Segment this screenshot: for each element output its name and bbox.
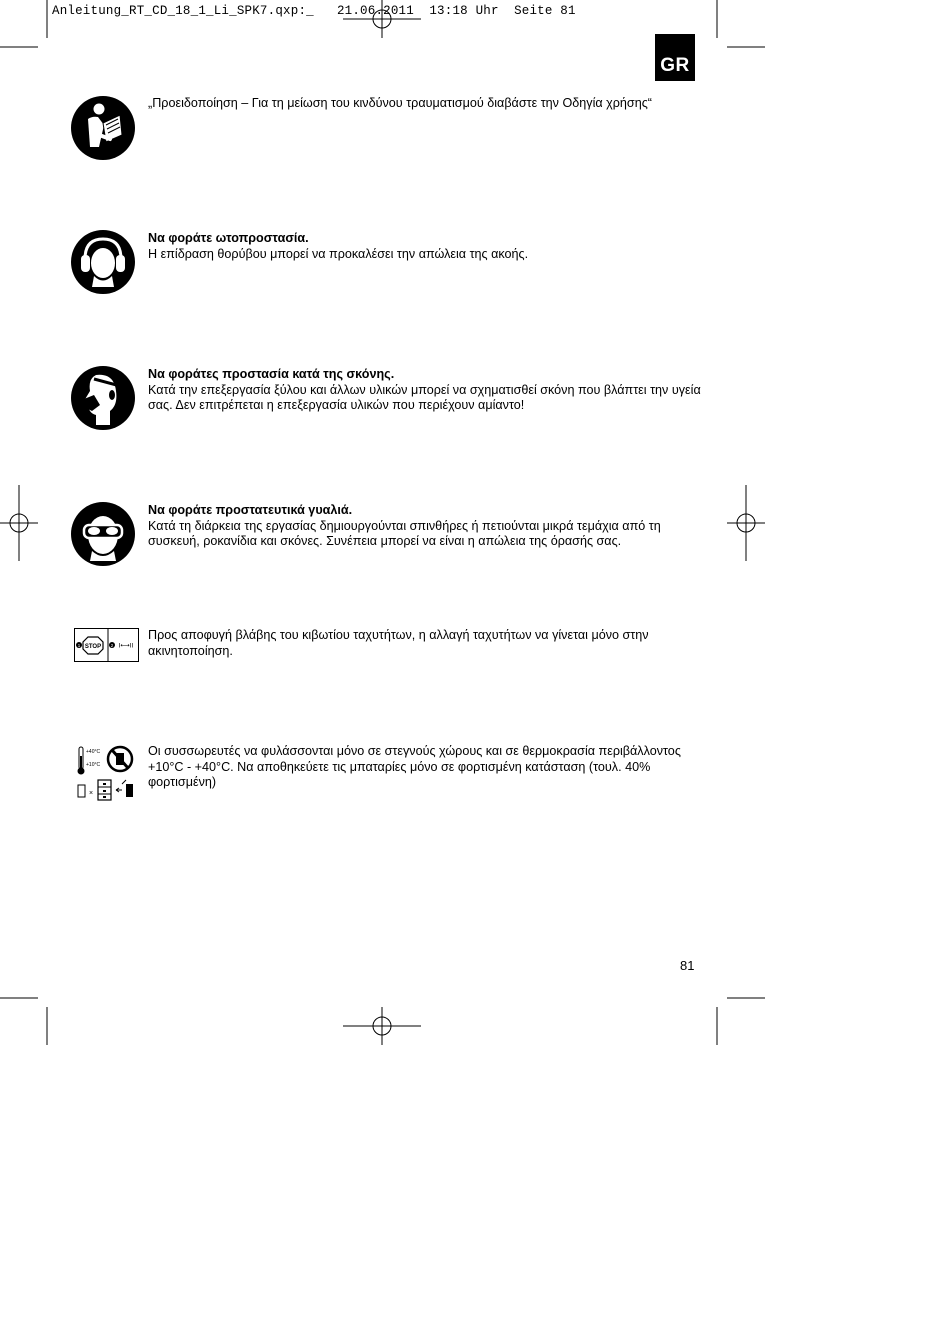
item-title: Να φοράτε ωτοπροστασία. bbox=[148, 231, 309, 245]
item-text bbox=[148, 231, 708, 262]
dust-mask-icon bbox=[70, 365, 136, 431]
page-number: 81 bbox=[680, 958, 695, 973]
temp-high-label: +40°C bbox=[86, 749, 101, 755]
item-title: Να φοράτες προστασία κατά της σκόνης. bbox=[148, 367, 395, 381]
svg-text:×: × bbox=[89, 790, 94, 797]
temp-low-label: +10°C bbox=[86, 762, 101, 768]
item-body: Κατά την επεξεργασία ξύλου και άλλων υλικών μπορεί να σχηματισθεί σκόνη που βλάπτει την υγεία σας. Δεν επιτρέπεται η επεξεργασία υλικών που περιέχουν αμίαντο! bbox=[148, 382, 701, 413]
safety-goggles-icon bbox=[70, 501, 136, 567]
item-body: Κατά τη διάρκεια της εργασίας δημιουργούνται σπινθήρες ή πετιούνται μικρά τεμάχια από τη συσκευή, ροκανίδια και σκόνες. Συνέπεια μπορεί να είναι η απώλεια της όρασής σας. bbox=[148, 518, 661, 549]
gear-step-2: 2 bbox=[110, 643, 114, 648]
item-text bbox=[148, 744, 708, 791]
print-slug: Anleitung_RT_CD_18_1_Li_SPK7.qxp:_ 21.06.2011 13:18 Uhr Seite 81 bbox=[52, 4, 576, 18]
read-manual-icon bbox=[70, 95, 136, 161]
ear-protection-icon bbox=[70, 229, 136, 295]
stop-label: STOP bbox=[84, 644, 102, 650]
item-text bbox=[148, 96, 708, 112]
gear-change-stop-icon bbox=[74, 628, 140, 662]
gear-range-label: I⟷II bbox=[118, 642, 134, 650]
battery-storage-icon bbox=[76, 744, 142, 804]
language-badge-label: GR bbox=[660, 55, 690, 76]
item-text bbox=[148, 503, 708, 550]
item-body: Οι συσσωρευτές να φυλάσσονται μόνο σε στεγνούς χώρους και σε θερμοκρασία περιβάλλοντος +10°C - +40°C. Να αποθηκεύετε τις μπαταρίες μόνο σε φορτισμένη κατάσταση (τουλ. 40% φορτισμένη) bbox=[148, 744, 681, 790]
item-text bbox=[148, 628, 708, 659]
item-body: Προς αποφυγή βλάβης του κιβωτίου ταχυτήτων, η αλλαγή ταχυτήτων να γίνεται μόνο στην ακινητοποίηση. bbox=[148, 628, 649, 658]
item-body: „Προειδοποίηση – Για τη μείωση του κινδύνου τραυματισμού διαβάστε την Οδηγία χρήσης“ bbox=[148, 96, 652, 110]
item-title: Να φοράτε προστατευτικά γυαλιά. bbox=[148, 503, 353, 517]
language-badge bbox=[655, 34, 695, 81]
item-text bbox=[148, 367, 708, 414]
gear-step-1: 1 bbox=[77, 643, 81, 648]
item-body: Η επίδραση θορύβου μπορεί να προκαλέσει την απώλεια της ακοής. bbox=[148, 246, 529, 261]
